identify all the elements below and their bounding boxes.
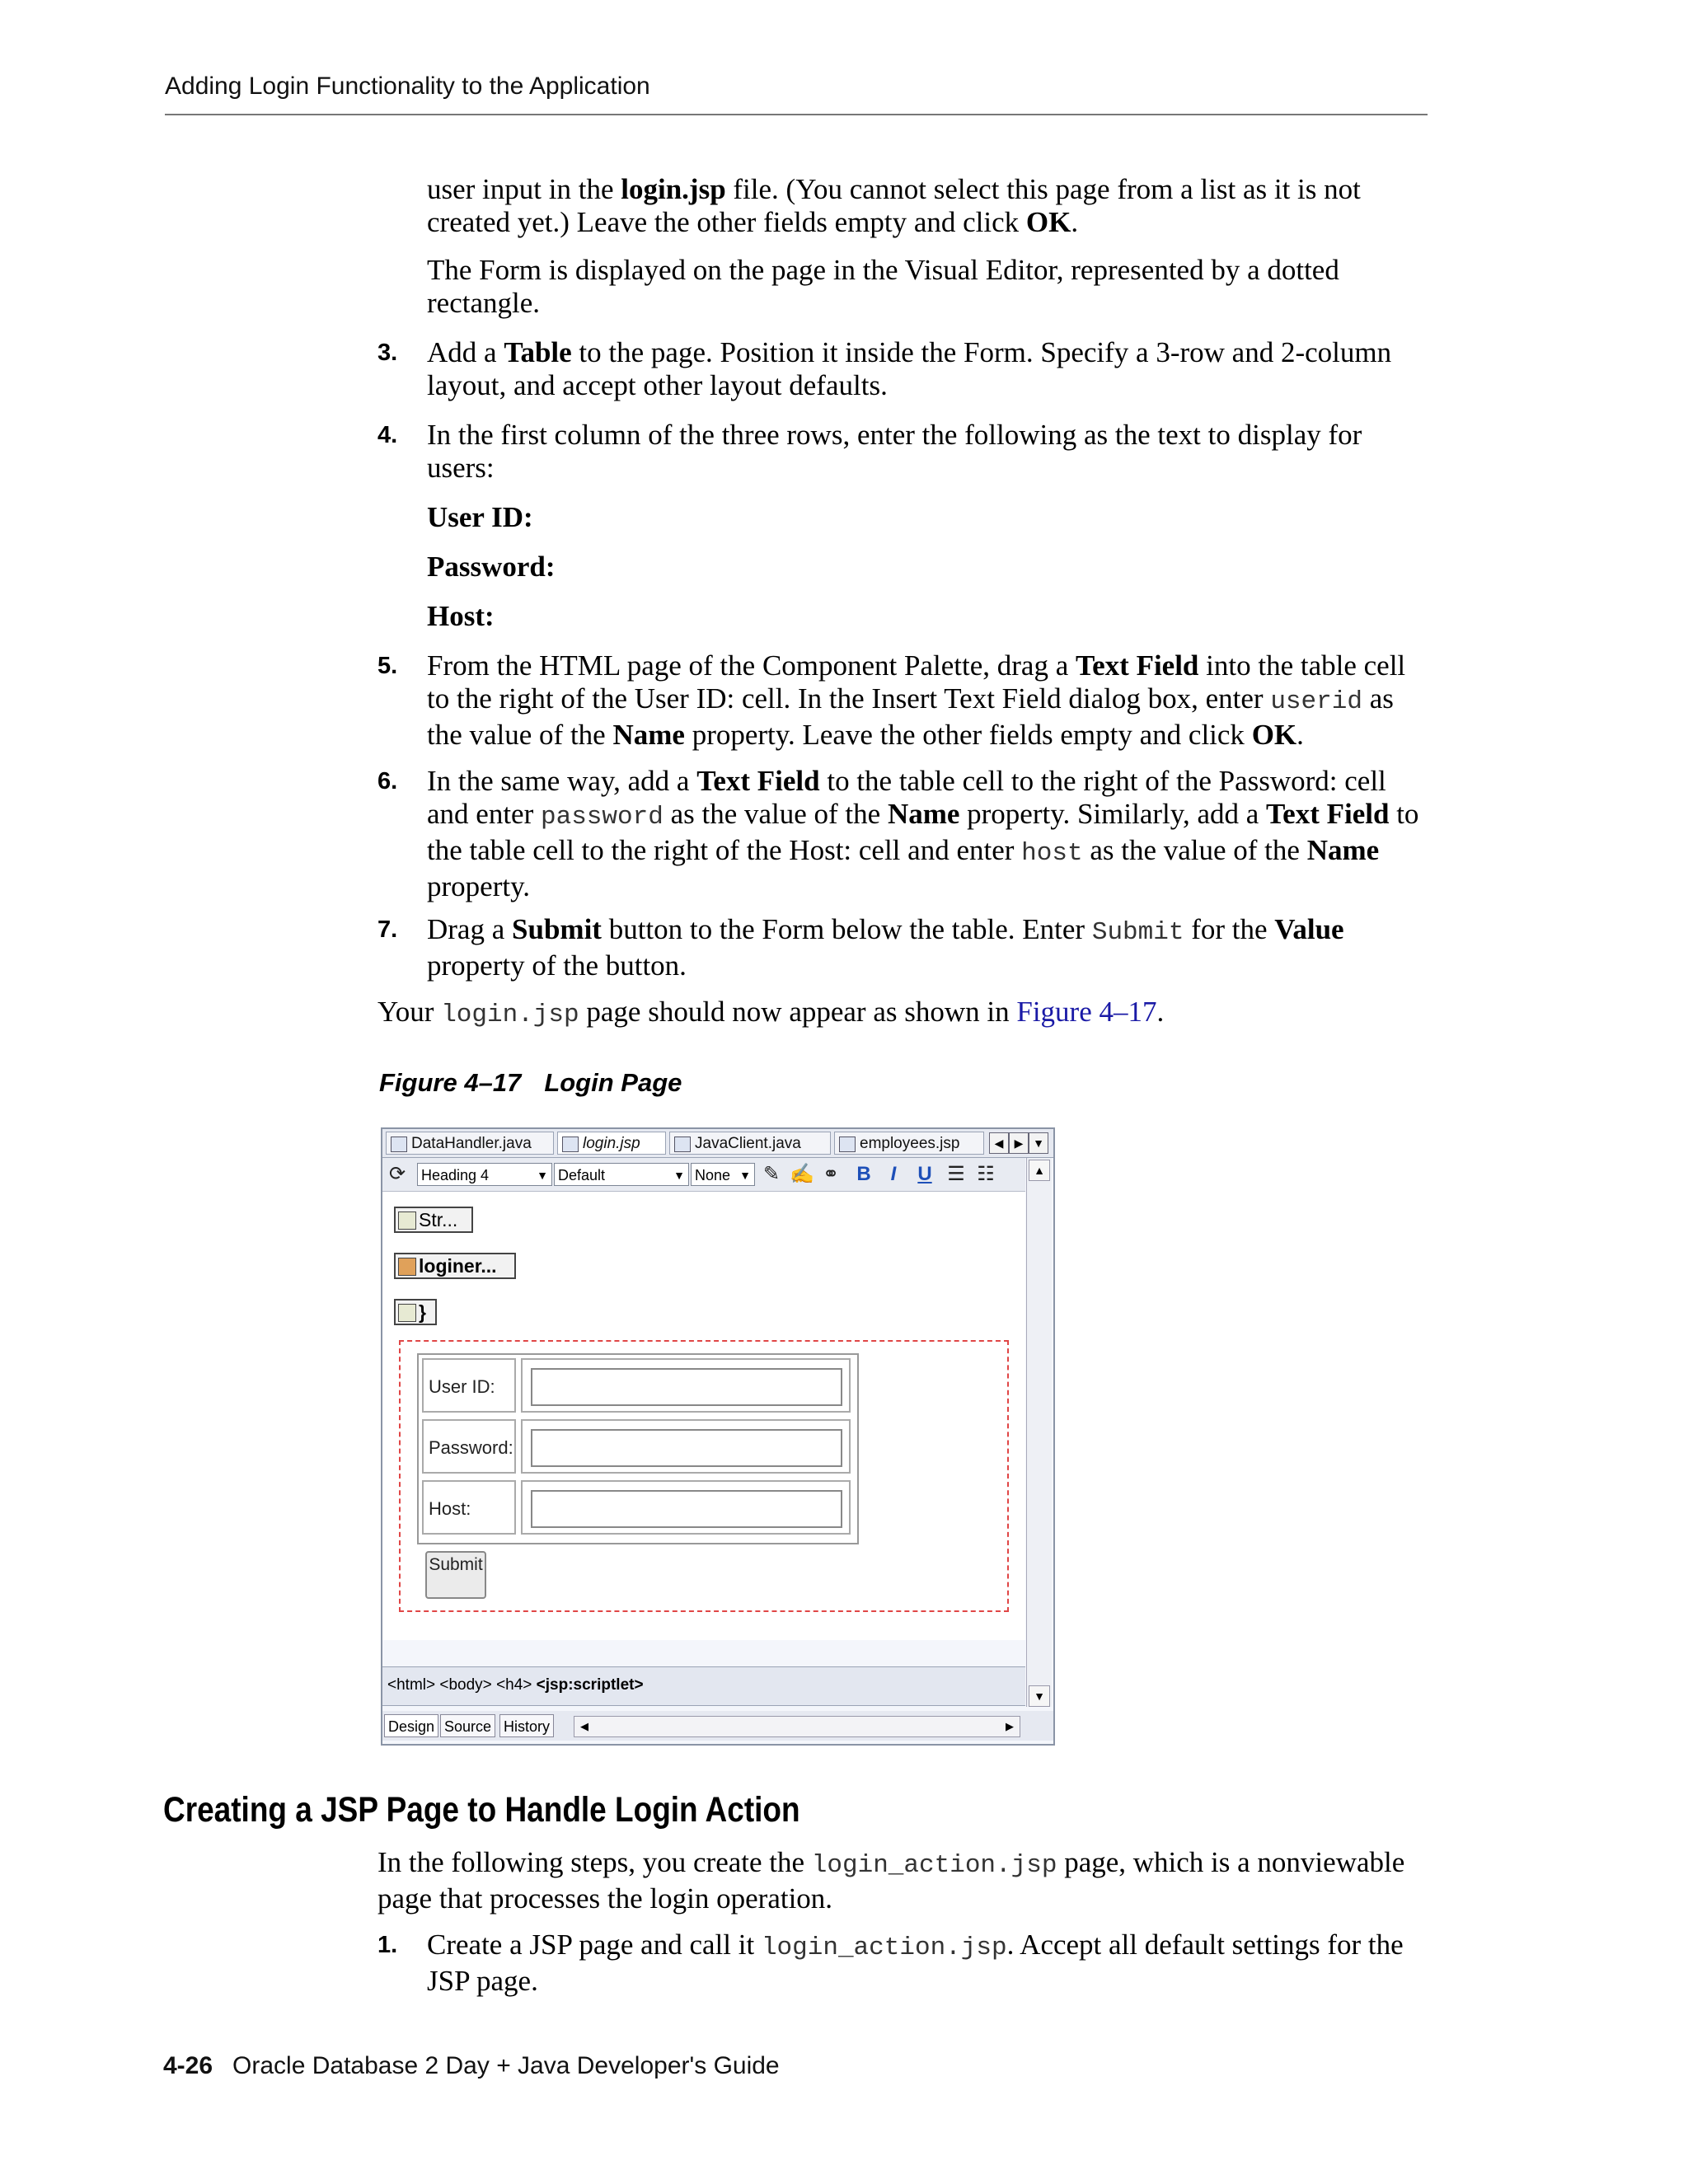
host-cell <box>521 1480 851 1535</box>
italic-button[interactable]: I <box>890 1163 897 1185</box>
highlight-icon[interactable]: ✎ <box>762 1163 781 1185</box>
breadcrumb-html[interactable]: <html> <box>387 1676 436 1694</box>
bean-tag-loginer[interactable]: loginer... <box>394 1253 516 1279</box>
label-host: Host: <box>427 600 495 632</box>
step-6-text: In the same way, add a Text Field to the table cell to the right of the Password: cell and enter password as the value of the Name property. Similarly, add a Text Field to the table cell to the right of the Host: cell and enter host as the value of the Name property. <box>427 765 1419 902</box>
breadcrumb-scriptlet[interactable]: <jsp:scriptlet> <box>536 1676 644 1694</box>
page-number: 4-26 <box>163 2052 213 2079</box>
running-header: Adding Login Functionality to the Application <box>165 73 650 100</box>
breadcrumb-body[interactable]: <body> <box>439 1676 492 1694</box>
scriptlet-icon <box>398 1304 416 1322</box>
password-field[interactable] <box>531 1429 842 1467</box>
user-id-label: User ID: <box>422 1358 516 1413</box>
refresh-icon[interactable]: ⟳ <box>388 1163 406 1185</box>
label-user-id: User ID: <box>427 501 533 533</box>
step-7-text: Drag a Submit button to the Form below the table. Enter Submit for the Value property of the button. <box>427 913 1344 982</box>
step-4-text: In the first column of the three rows, enter the following as the text to display for users: <box>427 419 1362 484</box>
underline-button[interactable]: U <box>917 1163 932 1185</box>
section-step-1-text: Create a JSP page and call it login_action.jsp. Accept all default settings for the JSP page. <box>427 1929 1404 1997</box>
jsp-file-icon <box>839 1137 856 1152</box>
header-rule <box>165 114 1428 115</box>
java-file-icon <box>674 1137 691 1152</box>
user-id-field[interactable] <box>531 1368 842 1406</box>
link-icon[interactable]: ⚭ <box>822 1163 840 1185</box>
paragraph-style-select[interactable]: Heading 4 ▼ <box>417 1163 552 1186</box>
section-heading: Creating a JSP Page to Handle Login Action <box>163 1790 800 1830</box>
table-row <box>422 1480 852 1538</box>
numbered-list-icon[interactable]: ☰ <box>947 1163 965 1185</box>
tab-employees-jsp[interactable]: employees.jsp <box>834 1132 984 1155</box>
tab-javaclient-java[interactable]: JavaClient.java <box>669 1132 831 1155</box>
host-label: Host: <box>422 1480 516 1535</box>
design-canvas[interactable] <box>382 1192 1025 1640</box>
editor-tab-bar <box>382 1129 1053 1158</box>
host-field[interactable] <box>531 1490 842 1528</box>
bold-button[interactable]: B <box>856 1163 871 1185</box>
view-tab-bar <box>382 1711 1053 1741</box>
color-icon[interactable]: ✍ <box>790 1163 814 1185</box>
step-3-number: 3. <box>377 340 398 366</box>
step-5-text: From the HTML page of the Component Palette, drag a Text Field into the table cell to the right of the User ID: cell. In the Insert Text Field dialog box, enter userid as the value of the Name property. Leave the other fields empty and click OK. <box>427 649 1406 751</box>
java-file-icon <box>391 1137 407 1152</box>
page-footer <box>163 2052 780 2080</box>
horizontal-scrollbar[interactable] <box>574 1716 1020 1737</box>
section-step-1-number: 1. <box>377 1932 398 1958</box>
password-label: Password: <box>422 1419 516 1474</box>
scroll-up-icon[interactable]: ▲ <box>1029 1160 1050 1181</box>
section-intro: In the following steps, you create the login_action.jsp page, which is a nonviewable page that processes the login operation. <box>377 1846 1405 1915</box>
login-table[interactable] <box>417 1353 859 1544</box>
table-row <box>422 1419 852 1477</box>
figure-link[interactable]: Figure 4–17 <box>1016 996 1157 1028</box>
summary-text: Your login.jsp page should now appear as shown in Figure 4–17. <box>377 996 1165 1029</box>
bean-icon <box>398 1258 416 1276</box>
tab-design[interactable]: Design <box>384 1714 438 1737</box>
vertical-scrollbar[interactable] <box>1026 1158 1052 1707</box>
scriptlet-icon <box>398 1212 416 1230</box>
table-row <box>422 1358 852 1416</box>
login-page-screenshot <box>381 1127 1055 1746</box>
scriptlet-tag-brace[interactable]: } <box>394 1299 437 1325</box>
scroll-right-icon[interactable]: ▶ <box>1006 1720 1014 1732</box>
editor-toolbar <box>382 1158 1025 1192</box>
bulleted-list-icon[interactable]: ☷ <box>977 1163 995 1185</box>
step-5-number: 5. <box>377 653 398 679</box>
step-3-text: Add a Table to the page. Position it inside the Form. Specify a 3-row and 2-column layout, and accept other layout defaults. <box>427 336 1392 401</box>
breadcrumb-h4[interactable]: <h4> <box>496 1676 532 1694</box>
font-select[interactable]: Default ▼ <box>554 1163 689 1186</box>
tab-list-dropdown-icon[interactable]: ▼ <box>1029 1132 1048 1154</box>
scroll-left-icon[interactable]: ◀ <box>580 1720 588 1732</box>
jsp-file-icon <box>562 1137 579 1152</box>
form-area[interactable] <box>399 1340 1009 1612</box>
password-cell <box>521 1419 851 1474</box>
tab-scroll-right-icon[interactable]: ▶ <box>1009 1132 1029 1154</box>
tab-login-jsp[interactable]: login.jsp <box>557 1132 666 1155</box>
tag-breadcrumb-bar <box>382 1666 1025 1706</box>
intro-paragraph-1: user input in the login.jsp file. (You cannot select this page from a list as it is not created yet.) Leave the other fields empty and click OK. <box>427 173 1361 238</box>
label-password: Password: <box>427 551 556 583</box>
tab-datahandler-java[interactable]: DataHandler.java <box>386 1132 554 1155</box>
tab-scroll-left-icon[interactable]: ◀ <box>989 1132 1009 1154</box>
step-6-number: 6. <box>377 768 398 794</box>
step-7-number: 7. <box>377 916 398 943</box>
tab-history[interactable]: History <box>499 1714 554 1737</box>
tab-source[interactable]: Source <box>440 1714 495 1737</box>
figure-caption: Figure 4–17 Login Page <box>379 1068 682 1097</box>
submit-button[interactable]: Submit <box>425 1551 486 1599</box>
user-id-cell <box>521 1358 851 1413</box>
intro-paragraph-2: The Form is displayed on the page in the Visual Editor, represented by a dotted rectangle. <box>427 254 1339 319</box>
step-4-number: 4. <box>377 422 398 448</box>
font-size-select[interactable]: None ▼ <box>691 1163 755 1186</box>
book-title: Oracle Database 2 Day + Java Developer's Guide <box>232 2052 780 2079</box>
scriptlet-tag-str[interactable]: Str... <box>394 1207 473 1233</box>
scroll-down-icon[interactable]: ▼ <box>1029 1685 1050 1707</box>
